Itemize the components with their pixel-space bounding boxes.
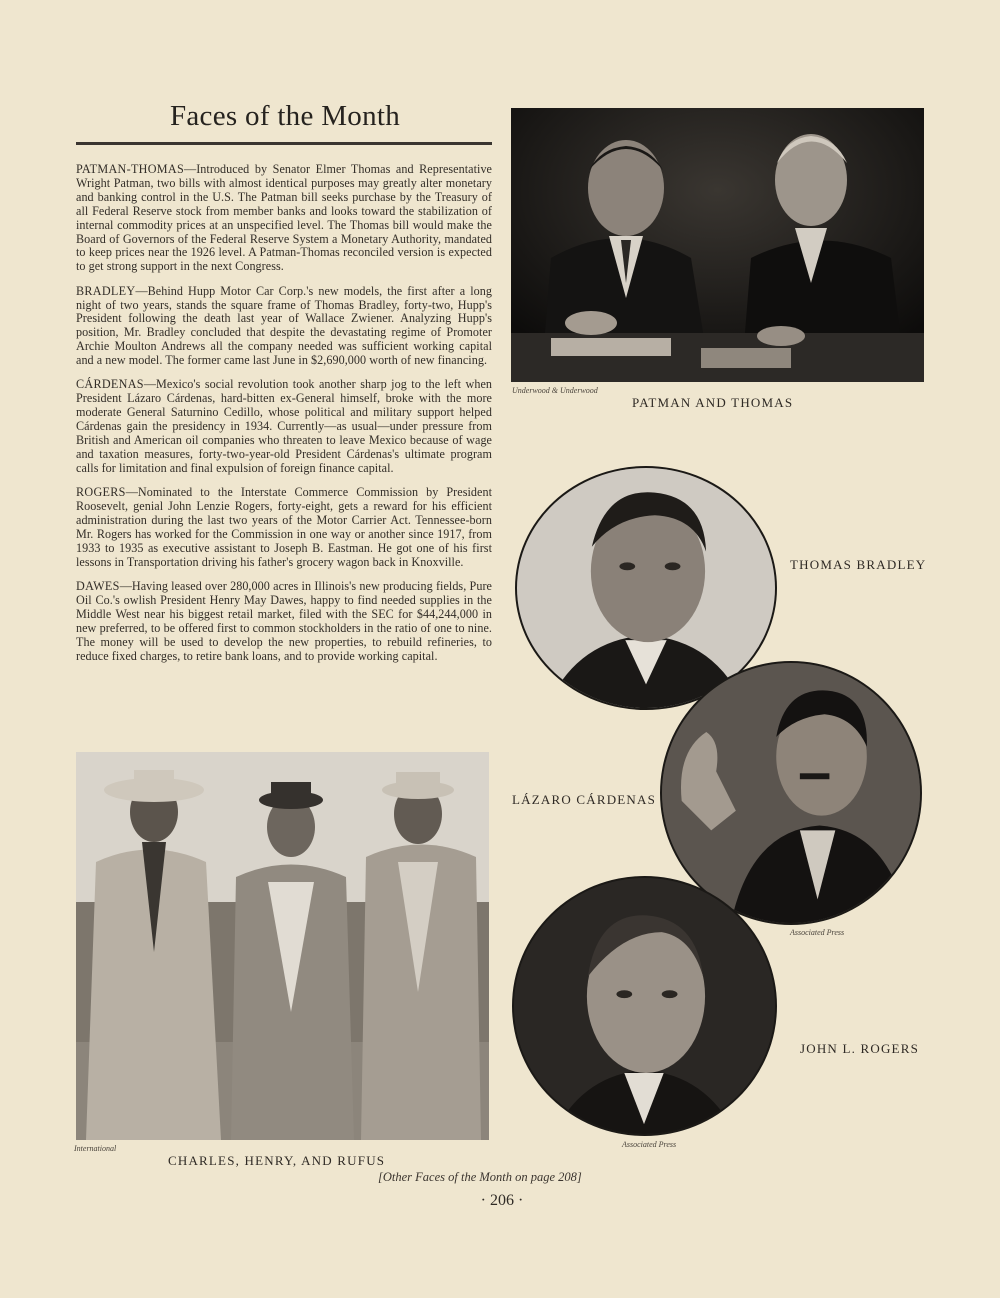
article-text: —Behind Hupp Motor Car Corp.'s new models, the first after a long night of two years, stands the square frame of Thomas Bradley, forty-two, Hupp's President following the death last year of Wallace Zwiener. Analyzing Hupp's position, Mr. Bradley concluded that despite the devastating regime of Promoter Archie Moulton Andrews all the company needed was sufficient working capital and a new model. The former came last June in $2,690,000 worth of new financing.: [76, 283, 492, 368]
article-text: —Having leased over 280,000 acres in Illinois's new producing fields, Pure Oil Co.'s owlish President Henry May Dawes, happy to find needed supplies in the Middle West near his biggest retail market, filed with the SEC for $44,244,000 in new preferred, to be offered first to common stockholders in the ratio of one to nine. The money will be used to develop the new properties, to rebuild refineries, to reduce fixed charges, to retire bank loans, and to provide working capital.: [76, 579, 492, 663]
article-lead: CÁRDENAS: [76, 377, 144, 392]
credit-dawes: International: [74, 1144, 117, 1153]
article-bradley: [76, 285, 492, 368]
caption-patman-thomas: PATMAN AND THOMAS: [632, 395, 794, 410]
article-dawes: [76, 580, 492, 663]
article-lead: BRADLEY: [76, 283, 136, 298]
photo-rogers-image: [514, 878, 775, 1134]
caption-dawes: CHARLES, HENRY, AND RUFUS: [168, 1153, 386, 1168]
photo-cardenas-image: [662, 663, 920, 923]
credit-patman-thomas: Underwood & Underwood: [512, 386, 598, 395]
caption-rogers: JOHN L. ROGERS: [800, 1041, 920, 1056]
article-text: —Mexico's social revolution took another sharp jog to the left when President Lázaro Cárdenas, hard-bitten ex-General himself, broke with the more moderate General Saturnino Cedillo, whose political and military support helped Cárdenas gain the presidency in 1934. Currently—as usual—under pressure from British and American oil companies who threaten to leave Mexico because of wage and taxation measures, forty-two-year-old President Cárdenas's ultimate program calls for limitation and final expulsion of foreign finance capital.: [76, 377, 492, 475]
article-body: [76, 163, 492, 674]
caption-cardenas: LÁZARO CÁRDENAS: [512, 792, 657, 807]
photo-cardenas: [660, 661, 922, 925]
page-title: Faces of the Month: [169, 100, 401, 132]
photo-rogers: [512, 876, 777, 1136]
photo-patman-thomas: [511, 108, 924, 382]
article-lead: DAWES: [76, 579, 120, 594]
article-text: —Nominated to the Interstate Commerce Commission by President Roosevelt, genial John Lenzie Rogers, forty-eight, gets a reward for his efficient administration during the last two years of the Motor Carrier Act. Tennessee-born Mr. Rogers has worked for the Commission in one way or another since 1917, from 1933 to 1935 as executive assistant to Joseph B. Eastman. He got one of his first lessons in Transportation driving his father's grocery wagon back in Knoxville.: [76, 485, 492, 569]
article-text: —Introduced by Senator Elmer Thomas and Representative Wright Patman, two bills with almost identical purposes may greatly alter monetary and banking control in the U.S. The Patman bill seeks purchase by the Treasury of all Federal Reserve stock from member banks and looks toward the stabilization of internal commodity prices at an unspecified level. The Thomas bill would make the Board of Governors of the Federal Reserve System a Monetary Authority, mandated to keep prices near the 1926 level. A Patman-Thomas reconciled version is expected to get strong support in the next Congress.: [76, 162, 492, 274]
article-patman-thomas: [76, 163, 492, 274]
photo-dawes-image: [76, 752, 489, 1140]
title-rule: [76, 142, 492, 145]
credit-rogers: Associated Press: [622, 1140, 677, 1149]
footer-note: [Other Faces of the Month on page 208]: [378, 1170, 582, 1184]
page-number: · 206 ·: [480, 1192, 524, 1209]
article-lead: PATMAN-THOMAS: [76, 162, 185, 176]
credit-cardenas: Associated Press: [790, 928, 845, 937]
photo-dawes: [76, 752, 489, 1140]
photo-patman-thomas-image: [511, 108, 924, 382]
article-cardenas: [76, 378, 492, 475]
caption-bradley: THOMAS BRADLEY: [790, 557, 927, 572]
article-rogers: [76, 486, 492, 569]
article-lead: ROGERS: [76, 485, 126, 500]
